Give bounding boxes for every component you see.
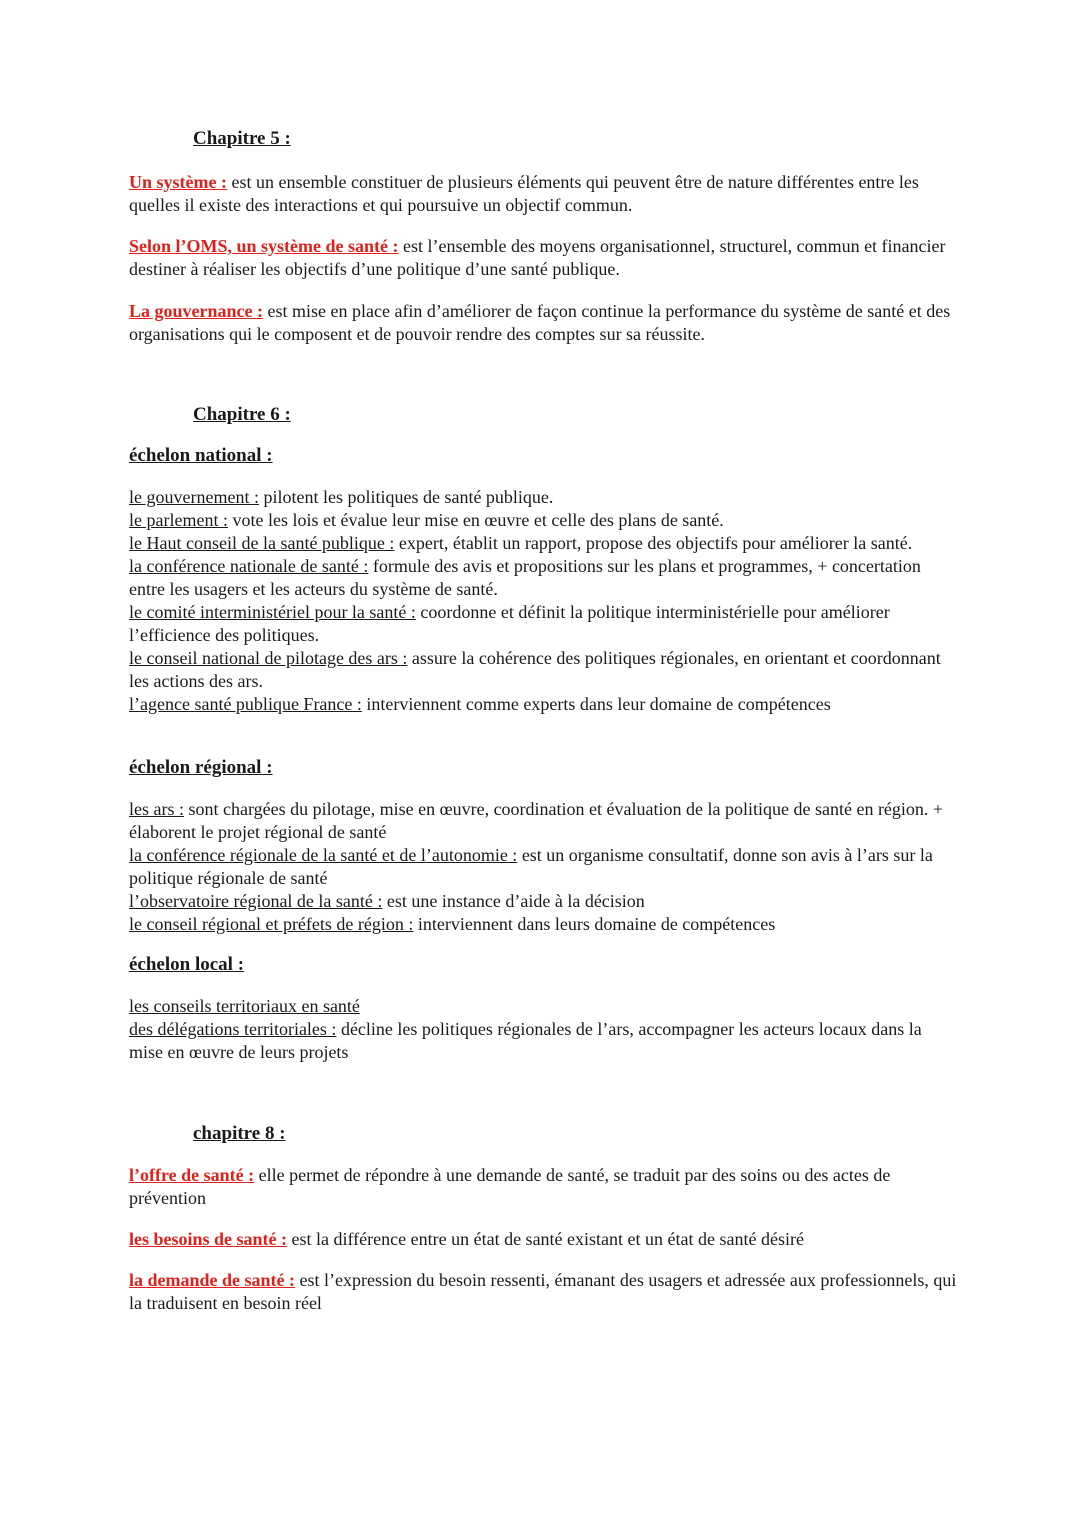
item-text: décline les politiques régionales de l’ars, accompagner les acteurs locaux dans la mise en œuvre de leurs projets: [129, 1019, 922, 1062]
list-item: [129, 798, 959, 844]
item-text: interviennent dans leurs domaine de compétences: [413, 914, 776, 934]
definition-term: la demande de santé :: [129, 1270, 295, 1290]
item-text: est un organisme consultatif, donne son avis à l’ars sur la politique régionale de santé: [129, 845, 933, 888]
item-term: le gouvernement :: [129, 487, 259, 507]
item-text: pilotent les politiques de santé publique.: [258, 487, 554, 507]
national-level-list: [129, 486, 959, 716]
item-term: le comité interministériel pour la santé :: [129, 602, 416, 622]
item-term: des délégations territoriales :: [129, 1019, 337, 1039]
item-term: le parlement :: [129, 510, 228, 530]
item-text: formule des avis et propositions sur les plans et programmes, + concertation entre les usagers et les acteurs du système de santé.: [129, 556, 921, 599]
definition-text: elle permet de répondre à une demande de santé, se traduit par des soins ou des actes de prévention: [129, 1165, 891, 1208]
local-level-list: [129, 995, 959, 1064]
definition-systeme: [129, 171, 959, 217]
definition-text: est mise en place afin d’améliorer de façon continue la performance du système de santé et des organisations qui le composent et de pouvoir rendre des comptes sur sa réussite.: [129, 301, 951, 344]
definition-term: Selon l’OMS, un système de santé :: [129, 236, 399, 256]
definition-term: les besoins de santé :: [129, 1229, 288, 1249]
list-item: [129, 890, 959, 913]
item-text: interviennent comme experts dans leur domaine de compétences: [361, 694, 831, 714]
chapter-5-title: Chapitre 5 :: [193, 128, 291, 149]
chapter-8-title: chapitre 8 :: [193, 1123, 286, 1144]
item-term: le Haut conseil de la santé publique :: [129, 533, 395, 553]
item-text: expert, établit un rapport, propose des objectifs pour améliorer la santé.: [394, 533, 913, 553]
item-text: coordonne et définit la politique interministérielle pour améliorer l’efficience des politiques.: [129, 602, 890, 645]
national-level-heading: échelon national :: [129, 445, 273, 466]
list-item: [129, 509, 959, 532]
item-text: assure la cohérence des politiques régionales, en orientant et coordonnant les actions des ars.: [129, 648, 941, 691]
item-term: le conseil national de pilotage des ars :: [129, 648, 408, 668]
definition-term: La gouvernance :: [129, 301, 263, 321]
list-item: [129, 555, 959, 601]
definition-text: est l’ensemble des moyens organisationnel, structurel, commun et financier destiner à réaliser les objectifs d’une politique d’une santé publique.: [129, 236, 946, 279]
item-term: les conseils territoriaux en santé: [129, 996, 360, 1016]
list-item: [129, 913, 959, 936]
list-item: [129, 995, 959, 1018]
list-item: [129, 844, 959, 890]
local-level-heading: échelon local :: [129, 954, 245, 975]
list-item: [129, 647, 959, 693]
definition-besoins-sante: [129, 1228, 959, 1251]
definition-text: est un ensemble constituer de plusieurs éléments qui peuvent être de nature différentes entre les quelles il existe des interactions et qui poursuive un objectif commun.: [129, 172, 919, 215]
item-text: vote les lois et évalue leur mise en œuvre et celle des plans de santé.: [227, 510, 724, 530]
definition-demande-sante: [129, 1269, 959, 1315]
definition-systeme-sante: [129, 235, 959, 281]
item-text: sont chargées du pilotage, mise en œuvre, coordination et évaluation de la politique de santé en région. + élaborent le projet régional de santé: [129, 799, 944, 842]
list-item: [129, 1018, 959, 1064]
item-term: la conférence régionale de la santé et de l’autonomie :: [129, 845, 518, 865]
definition-text: est l’expression du besoin ressenti, émanant des usagers et adressée aux professionnels, qui la traduisent en besoin réel: [129, 1270, 957, 1313]
list-item: [129, 486, 959, 509]
item-text: est une instance d’aide à la décision: [382, 891, 645, 911]
item-term: l’agence santé publique France :: [129, 694, 362, 714]
regional-level-list: [129, 798, 959, 936]
list-item: [129, 693, 959, 716]
item-term: les ars :: [129, 799, 184, 819]
item-term: la conférence nationale de santé :: [129, 556, 369, 576]
definition-offre-sante: [129, 1164, 959, 1210]
regional-level-heading: échelon régional :: [129, 757, 273, 778]
definition-term: l’offre de santé :: [129, 1165, 255, 1185]
list-item: [129, 532, 959, 555]
definition-gouvernance: [129, 300, 959, 346]
list-item: [129, 601, 959, 647]
definition-text: est la différence entre un état de santé existant et un état de santé désiré: [287, 1229, 804, 1249]
item-term: le conseil régional et préfets de région :: [129, 914, 414, 934]
definition-term: Un système :: [129, 172, 227, 192]
chapter-6-title: Chapitre 6 :: [193, 404, 291, 425]
item-term: l’observatoire régional de la santé :: [129, 891, 383, 911]
